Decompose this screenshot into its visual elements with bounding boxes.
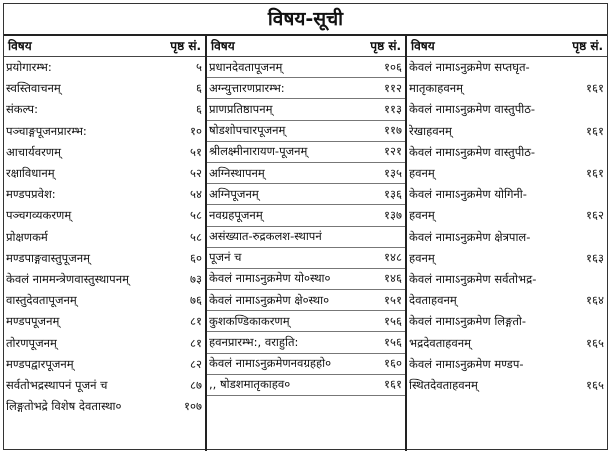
entry-title: हवनम् bbox=[409, 208, 435, 223]
entry-title: ,, षोडशमातृकाहव० bbox=[209, 377, 291, 392]
entry-title: केवलं नामाऽनुक्रमेण लिङ्गतो- bbox=[409, 314, 527, 329]
entry-page-number: १६३ bbox=[586, 250, 604, 265]
entry-page-number: ५२ bbox=[190, 166, 202, 181]
index-entry bbox=[407, 163, 607, 184]
entry-page-number: १३६ bbox=[384, 186, 402, 201]
entry-title: अग्न्युत्तारणप्रारम्भ: bbox=[209, 80, 285, 95]
entry-title: पञ्चगव्यकरणम् bbox=[6, 208, 72, 223]
entry-title: प्राणप्रतिष्ठापनम् bbox=[209, 101, 273, 116]
entry-title: केवलं नामाऽनुक्रमेण क्षे०स्था० bbox=[209, 292, 330, 307]
entry-page-number: १३७ bbox=[384, 207, 402, 222]
entry-title: केवलं नामाऽनुक्रमेण यो०स्था० bbox=[209, 271, 331, 286]
entry-page-number: १६५ bbox=[586, 377, 604, 392]
entry-page-number: १४८ bbox=[384, 250, 402, 265]
subject-header: विषय bbox=[211, 39, 235, 53]
entry-title: श्रीलक्ष्मीनारायण-पूजनम् bbox=[209, 144, 308, 159]
entry-page-number: १६१ bbox=[586, 123, 604, 138]
index-entry bbox=[4, 375, 205, 396]
entry-title: लिङ्गतोभद्रे विशेष देवतास्था० bbox=[6, 399, 122, 414]
entry-page-number: १६० bbox=[384, 356, 402, 371]
index-entry bbox=[4, 184, 205, 205]
entry-list bbox=[207, 57, 405, 396]
index-entry bbox=[4, 57, 205, 78]
index-entry bbox=[4, 99, 205, 120]
entry-page-number: ५४ bbox=[190, 187, 202, 202]
index-entry bbox=[407, 57, 607, 78]
entry-page-number: ८२ bbox=[190, 356, 202, 371]
entry-title: मण्डपपूजनम् bbox=[6, 314, 60, 329]
index-entry bbox=[207, 121, 405, 142]
entry-title: केवलं नामाऽनुक्रमेण योगिनी- bbox=[409, 187, 527, 202]
entry-title: अग्निपूजनम् bbox=[209, 186, 259, 201]
entry-title: नवग्रहपूजनम् bbox=[209, 207, 263, 222]
index-entry bbox=[407, 269, 607, 290]
entry-title: मण्डपाङ्गवास्तुपूजनम् bbox=[6, 250, 91, 265]
entry-page-number: १६१ bbox=[586, 166, 604, 181]
index-page bbox=[3, 3, 608, 450]
entry-page-number: १३५ bbox=[384, 165, 402, 180]
index-entry bbox=[4, 163, 205, 184]
index-entry bbox=[4, 205, 205, 226]
entry-title: अग्निस्थापनम् bbox=[209, 165, 265, 180]
index-entry bbox=[207, 332, 405, 353]
entry-page-number: ८१ bbox=[190, 314, 202, 329]
entry-title: संकल्प: bbox=[6, 102, 38, 117]
entry-page-number: १६५ bbox=[586, 335, 604, 350]
index-entry bbox=[207, 57, 405, 78]
entry-page-number: १५६ bbox=[384, 335, 402, 350]
entry-title: केवलं नामाऽनुक्रमेण सर्वतोभद्र- bbox=[409, 271, 537, 286]
entry-page-number: १६२ bbox=[586, 208, 604, 223]
entry-list bbox=[4, 57, 205, 417]
entry-page-number: ५ bbox=[196, 60, 202, 75]
entry-title: असंख्यात-रुद्रकलश-स्थापनं bbox=[209, 229, 322, 244]
entry-title: कुशकण्डिकाकरणम् bbox=[209, 313, 290, 328]
entry-page-number: ६ bbox=[196, 81, 202, 96]
entry-page-number: १०७ bbox=[184, 399, 202, 414]
index-entry bbox=[207, 311, 405, 332]
entry-title: भद्रदेवताहवनम् bbox=[409, 335, 471, 350]
entry-list bbox=[407, 57, 607, 396]
index-entry bbox=[207, 163, 405, 184]
entry-title: केवलं नामाऽनुक्रमेणनवग्रहहो० bbox=[209, 356, 332, 371]
entry-page-number: ११७ bbox=[384, 123, 402, 138]
index-entry bbox=[407, 375, 607, 396]
index-entry bbox=[207, 78, 405, 99]
index-table bbox=[4, 36, 607, 451]
index-entry bbox=[407, 332, 607, 353]
index-entry bbox=[207, 142, 405, 163]
index-entry bbox=[4, 269, 205, 290]
index-entry bbox=[4, 248, 205, 269]
index-column-2 bbox=[207, 36, 407, 451]
entry-title: सर्वतोभद्रस्थापनं पूजनं च bbox=[6, 377, 108, 392]
column-header bbox=[4, 36, 205, 57]
index-entry bbox=[407, 184, 607, 205]
entry-title: देवताहवनम् bbox=[409, 293, 457, 308]
entry-page-number: १०६ bbox=[384, 59, 402, 74]
index-entry bbox=[407, 227, 607, 248]
index-entry bbox=[407, 354, 607, 375]
entry-title: हवनम् bbox=[409, 250, 435, 265]
entry-title: केवलं नाममन्त्रेणवास्तुस्थापनम् bbox=[6, 271, 129, 286]
entry-title: हवनम् bbox=[409, 166, 435, 181]
entry-title: केवलं नामाऽनुक्रमेण वास्तुपीठ- bbox=[409, 144, 536, 159]
entry-title: प्रधानदेवतापूजनम् bbox=[209, 59, 283, 74]
entry-title: पूजनं च bbox=[209, 250, 242, 265]
entry-title: तोरणपूजनम् bbox=[6, 335, 57, 350]
entry-page-number: ५८ bbox=[190, 229, 202, 244]
entry-title: मातृकाहवनम् bbox=[409, 81, 463, 96]
entry-title: केवलं नामाऽनुक्रमेण मण्डप- bbox=[409, 356, 524, 371]
index-entry bbox=[207, 269, 405, 290]
entry-page-number: ८७ bbox=[190, 377, 202, 392]
page-header: पृष्ठ सं. bbox=[170, 39, 201, 53]
entry-page-number: ७६ bbox=[190, 293, 202, 308]
entry-title: मण्डपप्रवेश: bbox=[6, 187, 56, 202]
entry-title: मण्डपद्वारपूजनम् bbox=[6, 356, 74, 371]
subject-header: विषय bbox=[411, 39, 435, 53]
index-entry bbox=[407, 99, 607, 120]
entry-title: केवलं नामाऽनुक्रमेण सप्तघृत- bbox=[409, 60, 530, 75]
index-entry bbox=[207, 375, 405, 396]
index-entry bbox=[4, 332, 205, 353]
page-header: पृष्ठ सं. bbox=[572, 39, 603, 53]
index-entry bbox=[4, 227, 205, 248]
index-entry bbox=[4, 78, 205, 99]
index-entry bbox=[407, 311, 607, 332]
entry-page-number: १४६ bbox=[384, 271, 402, 286]
entry-page-number: ६० bbox=[190, 250, 202, 265]
index-entry bbox=[4, 290, 205, 311]
index-entry bbox=[207, 184, 405, 205]
entry-page-number: ७३ bbox=[190, 271, 202, 286]
entry-title: प्रोक्षणकर्म bbox=[6, 229, 48, 244]
entry-page-number: १६४ bbox=[586, 293, 604, 308]
index-entry bbox=[207, 227, 405, 248]
entry-title: प्रयोगारम्भ: bbox=[6, 60, 52, 75]
index-entry bbox=[4, 354, 205, 375]
index-entry bbox=[4, 311, 205, 332]
entry-title: स्वस्तिवाचनम् bbox=[6, 81, 61, 96]
entry-title: रेखाहवनम् bbox=[409, 123, 452, 138]
entry-page-number: १० bbox=[190, 123, 202, 138]
entry-page-number: १५१ bbox=[384, 292, 402, 307]
entry-page-number: १६१ bbox=[586, 81, 604, 96]
entry-page-number: १२१ bbox=[384, 144, 402, 159]
entry-title: स्थितदेवताहवनम् bbox=[409, 377, 478, 392]
index-entry bbox=[207, 290, 405, 311]
column-header bbox=[407, 36, 607, 57]
index-column-1 bbox=[4, 36, 207, 451]
index-entry bbox=[207, 354, 405, 375]
index-entry bbox=[4, 142, 205, 163]
index-entry bbox=[407, 290, 607, 311]
column-header bbox=[207, 36, 405, 57]
index-column-3 bbox=[407, 36, 607, 451]
index-entry bbox=[4, 121, 205, 142]
entry-page-number: ११३ bbox=[384, 101, 402, 116]
index-entry bbox=[207, 99, 405, 120]
entry-title: वास्तुदेवतापूजनम् bbox=[6, 293, 77, 308]
index-entry bbox=[407, 142, 607, 163]
entry-title: आचार्यवरणम् bbox=[6, 144, 61, 159]
entry-title: केवलं नामाऽनुक्रमेण वास्तुपीठ- bbox=[409, 102, 536, 117]
entry-page-number: ५८ bbox=[190, 208, 202, 223]
index-entry bbox=[407, 205, 607, 226]
entry-page-number: १६१ bbox=[384, 377, 402, 392]
entry-page-number: ५१ bbox=[190, 144, 202, 159]
entry-page-number: ११२ bbox=[384, 80, 402, 95]
subject-header: विषय bbox=[8, 39, 32, 53]
index-entry bbox=[407, 121, 607, 142]
entry-title: रक्षाविधानम् bbox=[6, 166, 55, 181]
entry-title: पञ्चाङ्गपूजनप्रारम्भ: bbox=[6, 123, 87, 138]
entry-title: हवनप्रारम्भ:, वराहुति: bbox=[209, 335, 299, 350]
entry-page-number: १५६ bbox=[384, 313, 402, 328]
entry-page-number: ८१ bbox=[190, 335, 202, 350]
index-entry bbox=[407, 248, 607, 269]
index-entry bbox=[207, 248, 405, 269]
index-entry bbox=[4, 396, 205, 417]
index-entry bbox=[407, 78, 607, 99]
page-title: विषय-सूची bbox=[4, 4, 607, 36]
entry-page-number: ६ bbox=[196, 102, 202, 117]
index-entry bbox=[207, 205, 405, 226]
entry-title: षोडशोपचारपूजनम् bbox=[209, 123, 286, 138]
entry-title: केवलं नामाऽनुक्रमेण क्षेत्रपाल- bbox=[409, 229, 531, 244]
page-header: पृष्ठ सं. bbox=[370, 39, 401, 53]
